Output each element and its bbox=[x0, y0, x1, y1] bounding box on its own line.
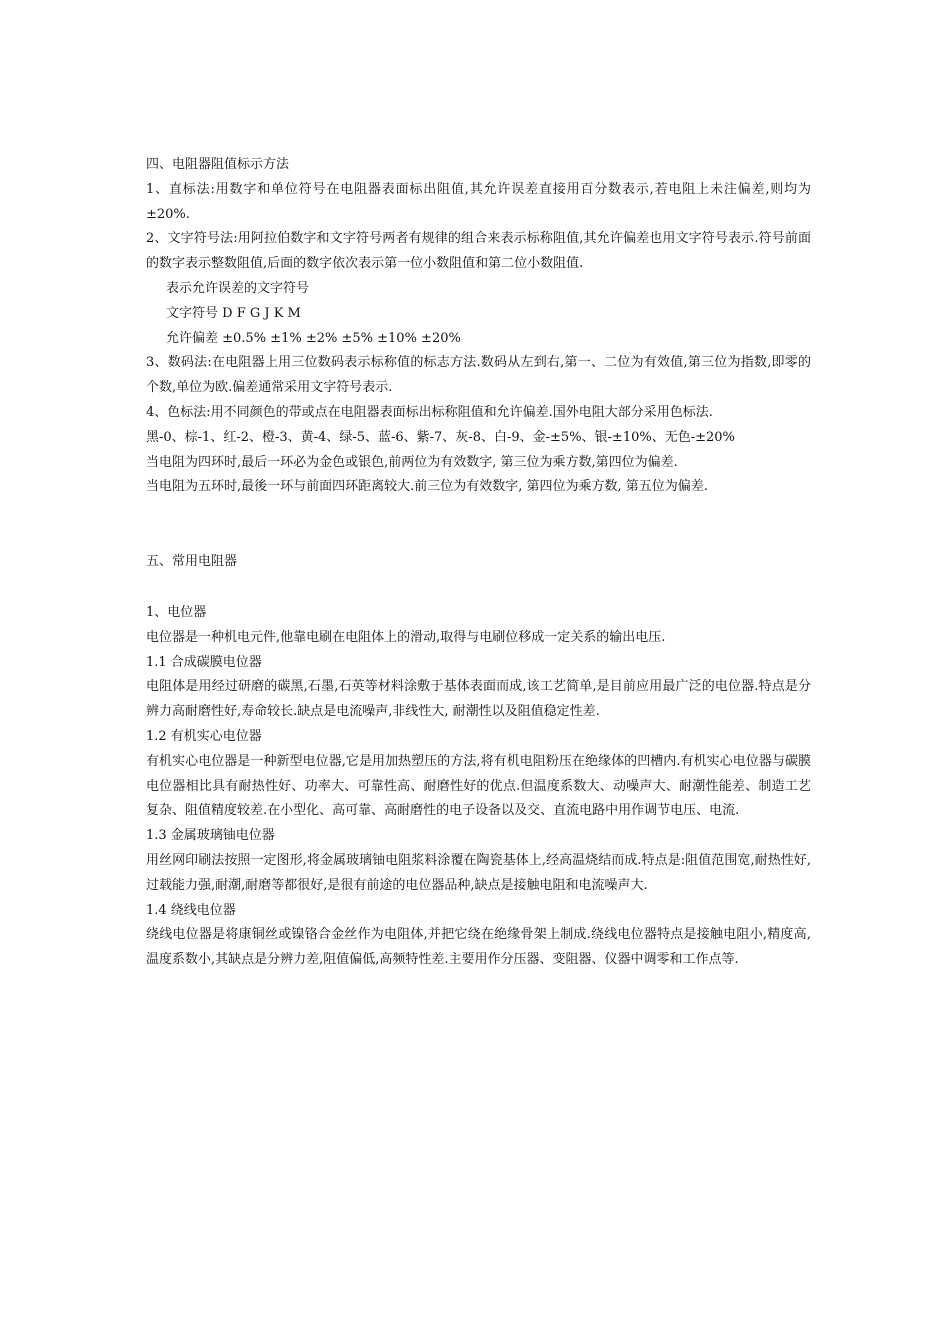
potentiometer-heading: 1、电位器 bbox=[146, 604, 207, 620]
tolerance-table-row-symbols: 文字符号 D F G J K M bbox=[166, 305, 301, 321]
organic-solid-heading: 1.2 有机实心电位器 bbox=[146, 728, 262, 744]
direct-marking-paragraph: 1、直标法:用数字和单位符号在电阻器表面标出阻值,其允许误差直接用百分数表示,若电阻上未注偏差,则均为±20%. bbox=[146, 181, 811, 222]
metal-glaze-paragraph: 用丝网印刷法按照一定图形,将金属玻璃铀电阻浆料涂覆在陶瓷基体上,经高温烧结而成.特点是:阻值范围宽,耐热性好,过载能力强,耐潮,耐磨等都很好,是很有前途的电位器品种,缺点是接触电阻和电流噪声大. bbox=[146, 852, 811, 893]
wirewound-heading: 1.4 绕线电位器 bbox=[146, 902, 236, 918]
section-4-title: 四、电阻器阻值标示方法 bbox=[146, 157, 290, 172]
document-page bbox=[146, 153, 811, 973]
carbon-film-paragraph: 电阻体是用经过研磨的碳黑,石墨,石英等材料涂敷于基体表面而成,该工艺简单,是目前应用最广泛的电位器.特点是分辨力高耐磨性好,寿命较长.缺点是电流噪声,非线性大, 耐潮性以及阻值稳定性差. bbox=[146, 679, 811, 720]
wirewound-paragraph: 绕线电位器是将康铜丝或镍铬合金丝作为电阻体,并把它绕在绝缘骨架上制成.绕线电位器特点是接触电阻小,精度高,温度系数小,其缺点是分辨力差,阻值偏低,高频特性差.主要用作分压器、变阻器、仪器中调零和工作点等. bbox=[146, 927, 811, 968]
color-values-paragraph: 黑-0、棕-1、红-2、橙-3、黄-4、绿-5、蓝-6、紫-7、灰-8、白-9、金-±5%、银-±10%、无色-±20% bbox=[146, 429, 735, 445]
text-symbol-paragraph: 2、文字符号法:用阿拉伯数字和文字符号两者有规律的组合来表示标称阻值,其允许偏差也用文字符号表示.符号前面的数字表示整数阻值,后面的数字依次表示第一位小数阻值和第二位小数阻值. bbox=[146, 231, 811, 272]
five-band-paragraph: 当电阻为五环时,最後一环与前面四环距离较大.前三位为有效数字, 第四位为乘方数, 第五位为偏差. bbox=[146, 479, 708, 495]
four-band-paragraph: 当电阻为四环时,最后一环必为金色或银色,前两位为有效数字, 第三位为乘方数,第四位为偏差. bbox=[146, 454, 678, 470]
spacer bbox=[146, 575, 811, 601]
spacer bbox=[146, 500, 811, 550]
potentiometer-paragraph: 电位器是一种机电元件,他靠电刷在电阻体上的滑动,取得与电刷位移成一定关系的输出电压. bbox=[146, 629, 666, 645]
tolerance-table-title: 表示允许误差的文字符号 bbox=[166, 280, 310, 296]
color-code-paragraph: 4、色标法:用不同颜色的带或点在电阻器表面标出标称阻值和允许偏差.国外电阻大部分采用色标法. bbox=[146, 404, 713, 420]
carbon-film-heading: 1.1 合成碳膜电位器 bbox=[146, 654, 262, 670]
organic-solid-paragraph: 有机实心电位器是一种新型电位器,它是用加热塑压的方法,将有机电阻粉压在绝缘体的凹槽内.有机实心电位器与碳膜电位器相比具有耐热性好、功率大、可靠性高、耐磨性好的优点.但温度系数大、动噪声大、耐潮性能差、制造工艺复杂、阻值精度较差.在小型化、高可靠、高耐磨性的电子设备以及交、直流电路中用作调节电压、电流. bbox=[146, 753, 811, 819]
numeric-code-paragraph: 3、数码法:在电阻器上用三位数码表示标称值的标志方法.数码从左到右,第一、二位为有效值,第三位为指数,即零的个数,单位为欧.偏差通常采用文字符号表示. bbox=[146, 355, 811, 396]
section-5-title: 五、常用电阻器 bbox=[146, 554, 238, 570]
tolerance-table-row-values: 允许偏差 ±0.5% ±1% ±2% ±5% ±10% ±20% bbox=[166, 330, 461, 346]
metal-glaze-heading: 1.3 金属玻璃铀电位器 bbox=[146, 828, 275, 844]
